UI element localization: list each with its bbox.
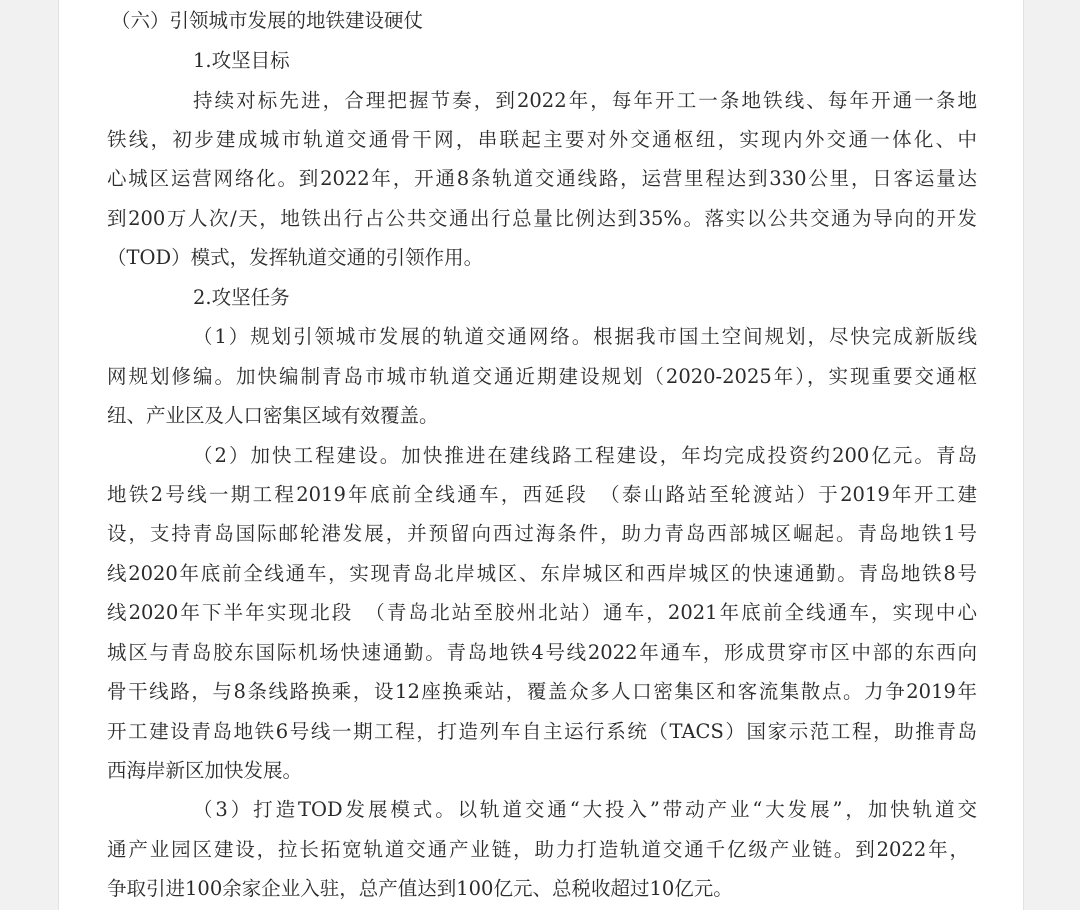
paragraph-line: 通产业园区建设，拉长拓宽轨道交通产业链，助力打造轨道交通千亿级产业链。到2022年， [107,838,969,861]
paragraph-line: 骨干线路，与8条线路换乘，设12座换乘站，覆盖众多人口密集区和客流集散点。力争2019年 [107,680,977,703]
paragraph-line: （TOD）模式，发挥轨道交通的引领作用。 [107,246,484,269]
paragraph-line: 西海岸新区加快发展。 [107,759,303,782]
paragraph-line: 设，支持青岛国际邮轮港发展，并预留向西过海条件，助力青岛西部城区崛起。青岛地铁1号 [107,522,977,545]
paragraph-line: （1）规划引领城市发展的轨道交通网络。根据我市国土空间规划，尽快完成新版线 [193,325,977,348]
paragraph-line: 到200万人次/天，地铁出行占公共交通出行总量比例达到35%。落实以公共交通为导向的开发 [107,207,977,230]
paragraph-line: 开工建设青岛地铁6号线一期工程，打造列车自主运行系统（TACS）国家示范工程，助推青岛 [107,720,977,743]
paragraph-line: （3）打造TOD发展模式。以轨道交通“大投入”带动产业“大发展”，加快轨道交 [193,798,977,821]
paragraph-line: 铁线，初步建成城市轨道交通骨干网，串联起主要对外交通枢纽，实现内外交通一体化、中 [107,128,977,151]
paragraph-line: 地铁2号线一期工程2019年底前全线通车，西延段 （泰山路站至轮渡站）于2019年开工建 [107,483,977,506]
paragraph-line: 城区与青岛胶东国际机场快速通勤。青岛地铁4号线2022年通车，形成贯穿市区中部的东西向 [107,641,977,664]
paragraph-line: 争取引进100余家企业入驻，总产值达到100亿元、总税收超过10亿元。 [107,877,733,900]
section-heading: （六）引领城市发展的地铁建设硬仗 [111,9,424,32]
paragraph-line: （2）加快工程建设。加快推进在建线路工程建设，年均完成投资约200亿元。青岛 [193,444,977,467]
paragraph-line: 网规划修编。加快编制青岛市城市轨道交通近期建设规划（2020-2025年），实现重要交通枢 [107,365,977,388]
subheading-goal: 1.攻坚目标 [193,49,290,72]
paragraph-line: 线2020年下半年实现北段 （青岛北站至胶州北站）通车，2021年底前全线通车，实现中心 [107,601,977,624]
paragraph-line: 纽、产业区及人口密集区域有效覆盖。 [107,404,439,427]
subheading-tasks: 2.攻坚任务 [193,286,290,309]
paragraph-line: 线2020年底前全线通车，实现青岛北岸城区、东岸城区和西岸城区的快速通勤。青岛地铁8号 [107,562,977,585]
paragraph-line: 持续对标先进，合理把握节奏，到2022年，每年开工一条地铁线、每年开通一条地 [193,89,977,112]
paragraph-line: 心城区运营网络化。到2022年，开通8条轨道交通线路，运营里程达到330公里，日客运量达 [107,167,977,190]
document-page [58,0,1024,910]
